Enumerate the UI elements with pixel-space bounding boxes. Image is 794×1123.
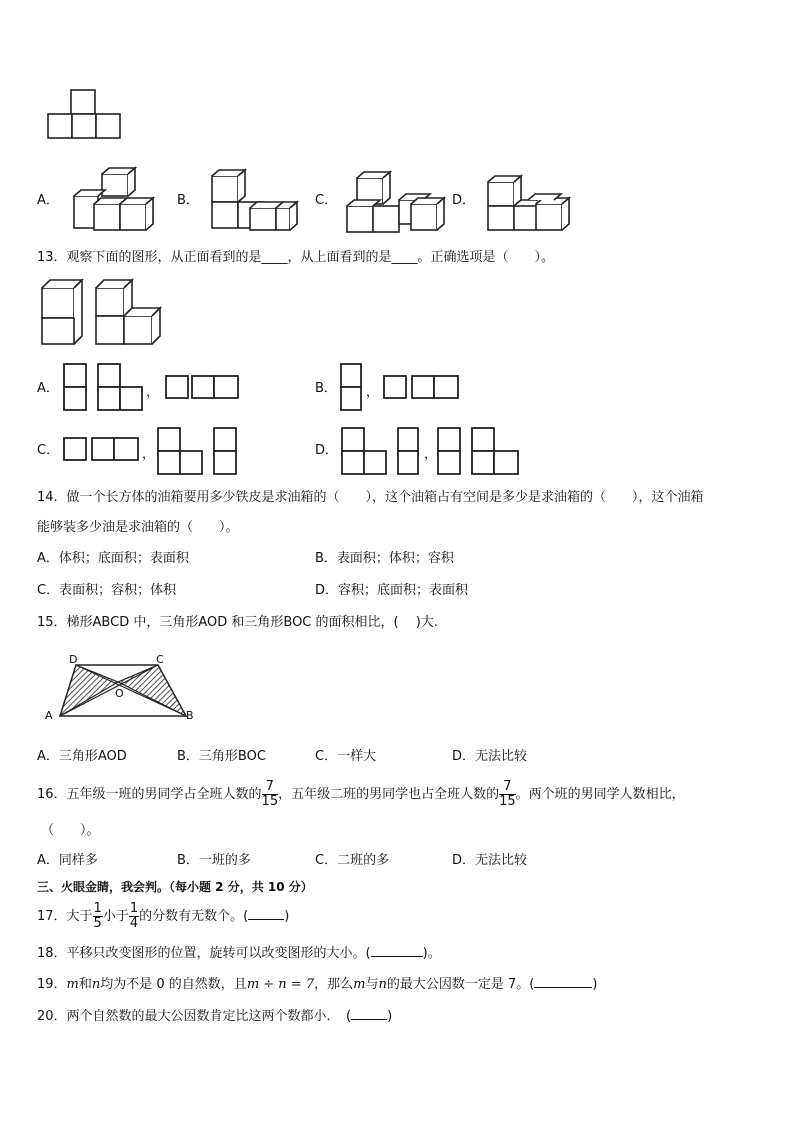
q16-option-a[interactable]: A．同样多 xyxy=(37,853,98,868)
q15-label-a: A xyxy=(45,709,53,722)
q13-option-d-comma: ， xyxy=(424,447,438,462)
q14-option-c[interactable]: C．表面积；容积；体积 xyxy=(37,583,177,598)
q19-mid3: 与 xyxy=(365,977,379,992)
q19-answer-blank[interactable] xyxy=(534,987,592,988)
q20-answer-blank[interactable] xyxy=(351,1019,387,1020)
q13-option-a-comma: ， xyxy=(146,385,160,400)
q16-fraction-2: $\frac{7}{15}$ xyxy=(499,779,516,809)
q13-option-b-label[interactable]: B． xyxy=(315,381,337,396)
q15-trapezoid-figure xyxy=(40,650,210,720)
q18-close: )。 xyxy=(422,946,441,961)
q14-question-line1: 14．做一个长方体的油箱要用多少铁皮是求油箱的（ ），这个油箱占有空间是多少是求油箱的（ ），这个油箱 xyxy=(37,490,704,505)
q20-close: ) xyxy=(387,1009,393,1024)
q20-question xyxy=(37,1008,392,1026)
q15-option-a[interactable]: A．三角形AOD xyxy=(37,749,127,764)
q13-option-b-comma: ， xyxy=(366,385,380,400)
q16-middle: ，五年级二班的男同学也占全班人数的 xyxy=(278,787,500,802)
q17-prefix: 17．大于 xyxy=(37,909,93,924)
q16-prefix: 16．五年级一班的男同学占全班人数的 xyxy=(37,787,262,802)
q16-option-c[interactable]: C．二班的多 xyxy=(315,853,390,868)
q18-question xyxy=(37,945,441,963)
q15-label-b: B xyxy=(186,709,194,722)
q13-option-c-views xyxy=(62,424,252,476)
q16-suffix: 。两个班的男同学人数相比， xyxy=(515,787,685,802)
q17-mid: 小于 xyxy=(102,909,129,924)
q14-question-line2: 能够装多少油是求油箱的（ ）。 xyxy=(37,520,239,535)
q18-answer-blank[interactable] xyxy=(371,956,423,957)
q17-fraction-one-fifth: $\frac{1}{5}$ xyxy=(93,901,102,931)
q19-mid2: ，那么 xyxy=(314,977,354,992)
q17-suffix: 的分数有无数个。( xyxy=(139,909,249,924)
q12-option-c-label[interactable]: C． xyxy=(315,193,338,208)
q13-figure-left xyxy=(40,278,86,348)
q18-text: 18．平移只改变图形的位置，旋转可以改变图形的大小。( xyxy=(37,946,371,961)
q12-option-c-cubes xyxy=(345,168,445,234)
q17-fraction-one-fourth: $\frac{1}{4}$ xyxy=(129,901,139,931)
q19-equation: m ÷ n = 7 xyxy=(246,977,315,992)
q15-label-d: D xyxy=(69,653,78,666)
q12-option-b-cubes xyxy=(210,168,300,234)
q19-var-n: n xyxy=(91,977,101,992)
q12-option-a-label[interactable]: A． xyxy=(37,193,59,208)
q16-fraction-1: $\frac{7}{15}$ xyxy=(261,779,279,809)
q17-answer-blank[interactable] xyxy=(248,919,284,920)
q19-mid: 均为不是 0 的自然数，且 xyxy=(100,977,247,992)
q20-text: 20．两个自然数的最大公因数肯定比这两个数都小． ( xyxy=(37,1009,352,1024)
q15-option-d[interactable]: D．无法比较 xyxy=(452,749,528,764)
q16-option-b[interactable]: B．一班的多 xyxy=(177,853,251,868)
q15-question: 15．梯形ABCD 中，三角形AOD 和三角形BOC 的面积相比，( )大. xyxy=(37,615,438,630)
q17-close: ) xyxy=(284,909,290,924)
q13-option-c-comma: ， xyxy=(142,447,156,462)
q14-option-d[interactable]: D．容积；底面积；表面积 xyxy=(315,583,469,598)
q13-option-b-views xyxy=(338,362,468,412)
q15-label-c: C xyxy=(156,653,164,666)
q15-label-o: O xyxy=(115,687,124,700)
q16-question-line1 xyxy=(37,778,685,812)
q15-option-b[interactable]: B．三角形BOC xyxy=(177,749,266,764)
q19-var-m-2: m xyxy=(353,977,366,992)
q19-close: ) xyxy=(592,977,598,992)
q13-option-d-label[interactable]: D． xyxy=(315,443,339,458)
q13-figure-right xyxy=(94,278,164,348)
q15-option-c[interactable]: C．一样大 xyxy=(315,749,377,764)
q12-option-b-label[interactable]: B． xyxy=(177,193,199,208)
q12-option-d-cubes xyxy=(486,168,576,234)
section-3-heading: 三、火眼金睛，我会判。（每小题 2 分，共 10 分） xyxy=(37,880,313,894)
q13-question: 13．观察下面的图形，从正面看到的是____，从上面看到的是____。正确选项是（ ）。 xyxy=(37,250,555,265)
q13-option-d-views xyxy=(340,424,540,476)
q19-suffix: 的最大公因数一定是 7。( xyxy=(386,977,535,992)
q19-question xyxy=(37,976,597,994)
q14-option-a[interactable]: A．体积；底面积；表面积 xyxy=(37,551,189,566)
q19-prefix: 19． xyxy=(37,977,67,992)
q12-option-a-cubes xyxy=(72,168,162,234)
q13-option-c-label[interactable]: C． xyxy=(37,443,60,458)
q12-option-d-label[interactable]: D． xyxy=(452,193,476,208)
q19-var-n-2: n xyxy=(378,977,387,992)
q16-question-line2: （ ）。 xyxy=(41,823,100,838)
q16-option-d[interactable]: D．无法比较 xyxy=(452,853,528,868)
q12-view-figure xyxy=(46,88,126,148)
q17-question xyxy=(37,900,289,934)
q14-option-b[interactable]: B．表面积；体积；容积 xyxy=(315,551,454,566)
q13-option-a-label[interactable]: A． xyxy=(37,381,59,396)
q19-var-m: m xyxy=(66,977,79,992)
q19-and: 和 xyxy=(78,977,92,992)
